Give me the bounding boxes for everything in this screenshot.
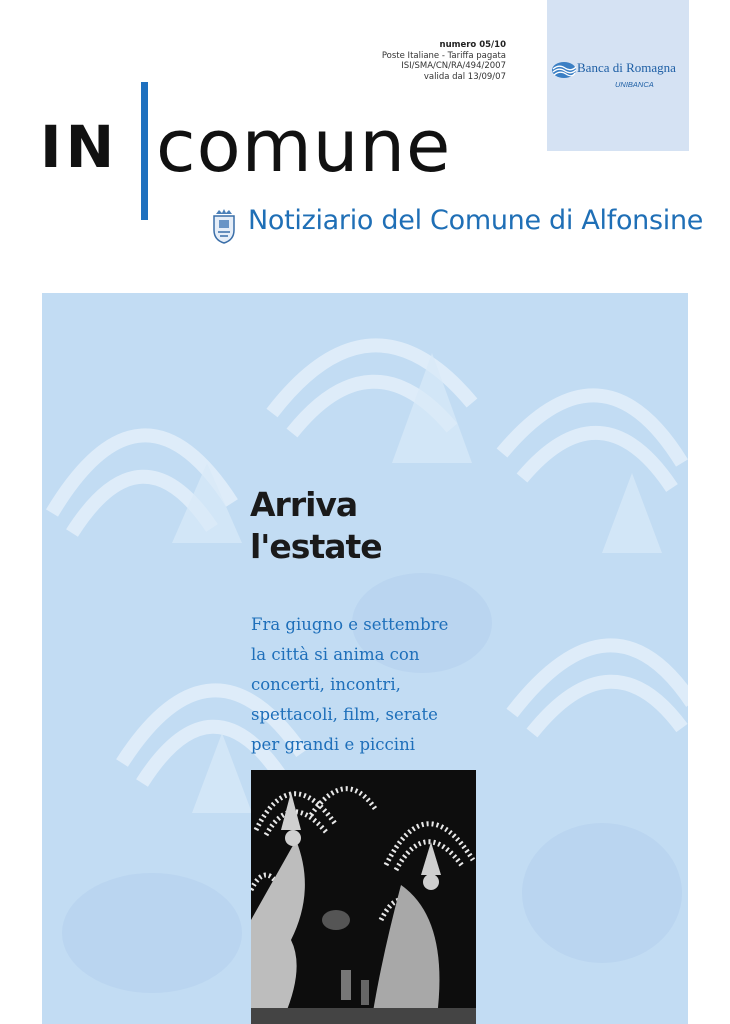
bank-logo [551, 60, 685, 100]
intro-line-3: concerti, incontri, [251, 675, 401, 694]
bank-group-name: UNIBANCA [615, 80, 654, 89]
postal-line-3: valida dal 13/09/07 [423, 71, 506, 82]
masthead-divider [141, 82, 148, 220]
postal-line-1: Poste Italiane - Tariffa pagata [381, 50, 506, 61]
intro-line-4: spettacoli, film, serate [251, 705, 438, 724]
headline-line-1: Arriva [250, 485, 358, 524]
intro-line-2: la città si anima con [251, 645, 420, 664]
issue-number: numero 05/10 [439, 40, 506, 50]
wave-logo-icon [551, 61, 577, 79]
postal-line-2: ISI/SMA/CN/RA/494/2007 [401, 61, 506, 71]
masthead-title: comune [156, 104, 452, 188]
municipal-crest-icon [210, 208, 238, 244]
newsletter-subtitle: Notiziario del Comune di Alfonsine [248, 205, 704, 236]
headline-line-2: l'estate [250, 527, 382, 566]
bank-name: Banca di Romagna [577, 60, 676, 75]
postal-info [336, 40, 506, 82]
intro-line-5: per grandi e piccini [251, 735, 415, 754]
intro-line-1: Fra giugno e settembre [251, 615, 449, 634]
cover-intro [251, 610, 481, 760]
masthead-prefix: IN [40, 113, 119, 181]
dancers-photo-illustration [251, 770, 476, 1024]
cover-headline [250, 484, 382, 568]
bank-sponsor-box [547, 0, 689, 151]
cover-photo [251, 770, 476, 1024]
